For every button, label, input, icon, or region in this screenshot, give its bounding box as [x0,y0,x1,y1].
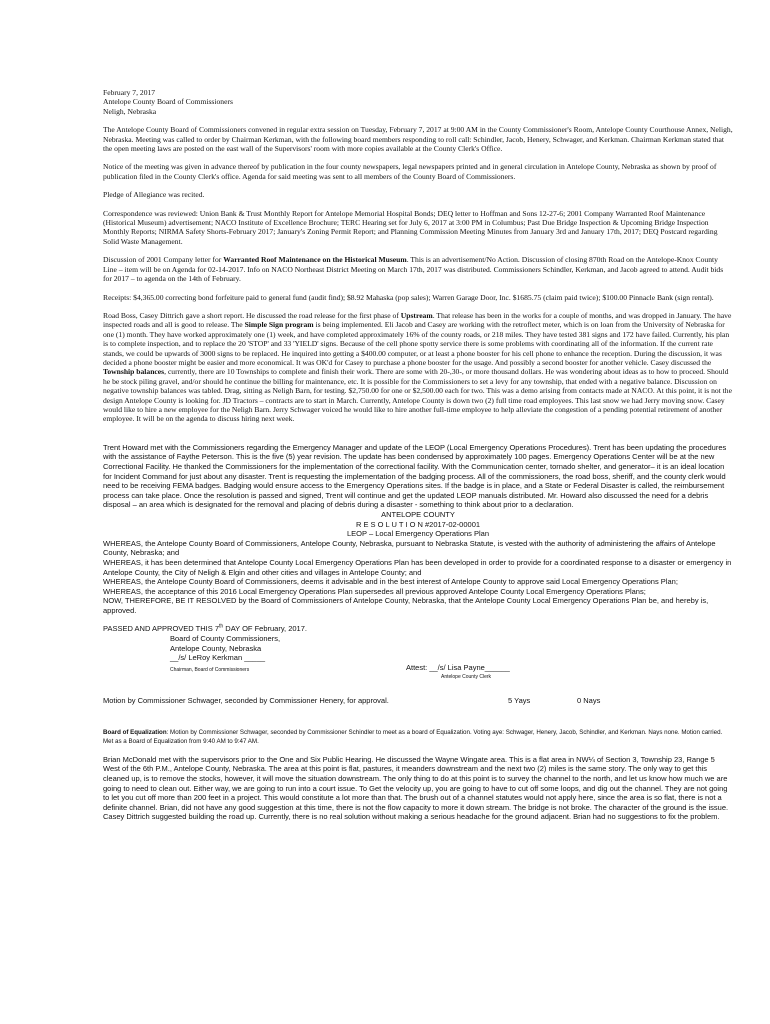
road-bold-upstream: Upstream [400,310,433,320]
brian-mcdonald-paragraph: Brian McDonald met with the supervisors prior to the One and Six Public Hearing. He discussed the Wayne Wingate area. This is a flat area in NW¼ of Section 3, Township 23, Range 5 West of the 6th P.M., Antelope County, Nebraska. The area at this point is flat, pastures, it meanders downstream and the next two (2) miles is the same story. The only way to get this cleaned up, is to remove the stocks, however, it will move the situation downstream. The only thing to do at this point is to survey the channel to the north, and let us know how much we are going to need to clean out. Either way, we are going to run into a court issue. To Get the velocity up, you are going to have to cut off some loops, and dig out the channel. They are not going to let you cut off more than 200 feet in a project. This would constitute a lot more than that. The brush out of a channel statutes would not apply here, since the area is so flat, there is not a definite channel. Brian, did not have any good suggestion at this time, there is not the flow capacity to more it down stream. The bridge is not broke. The character of the ground is the issue. Casey Dittrich suggested building the road up. Currently, there is no real solution without making a serious headache for the ground adjacent. Brian had no suggestions to fix the problem. [103,754,729,822]
attest-row [103,663,733,674]
board-name: Antelope County Board of Commissioners [103,97,233,107]
clerk-label-row [103,674,733,682]
boe-text: : Motion by Commissioner Schwager, seconded by Commissioner Schindler to meet as a board of Equalization. Voting aye: Schwager, Henery, Jacob, Schindler, and Kerkman. Nays none. Motion carried. Met as a Board of Equalization from 9:40 AM to 9:47 AM. [103,728,723,745]
attest-signature: Attest: __/s/ Lisa Payne______ [406,662,510,672]
notice-paragraph: Notice of the meeting was given in advance thereof by publication in the four county newspapers, legal newspapers printed and in general circulation in Antelope County, Nebraska as shown by proof of publication filed in the County Clerk's office. Agenda for said meeting was sent to all members of the County Board of Commissioners. [103,162,717,181]
resolution-subject: LEOP – Local Emergency Operations Plan [346,529,490,539]
correspondence-paragraph: Correspondence was reviewed: Union Bank & Trust Monthly Report for Antelope Memorial Hospital Bonds; DEQ letter to Hoffman and Sons 12-27-6; 2001 Company Warranted Roof Maintenance (Historical Museum) advertisement; NACO Institute of Excellence Brochure; TERC Hearing set for July 6, 2017 at 3:00 PM in Columbus; Past Due Bridge Inspection & Upcoming Bridge Inspection Monthly Reports; NIRMA Safety Shorts-February 2017; January's Zoning Permit Report; and Planning Commission Meeting Minutes from January 3rd and January 17th, 2017; DEQ Postcard regarding Solid Waste Management. [103,208,718,246]
passed-sup: th [219,623,224,630]
yays-count: 5 Yays [508,695,531,705]
intro-paragraph: The Antelope County Board of Commissioners convened in regular extra session on Tuesday, February 7, 2017 at 9:00 AM in the County Commissioner's Room, Antelope County Courthouse Annex, Neligh, Nebraska. Meeting was called to order by Chairman Kerkman, with the following board members responding to roll call: Schindler, Jacob, Henery, Schwager, and Kerkman. Chairman Kerkman stated that the open meeting laws are posted on the east wall of the Supervisors' room with more copies available at the County Clerk's Office. [103,125,733,154]
road-text-c: . That release has been in the works for a couple of months, and was dropped in January. The have inspected roads and all is good to release. The [103,310,732,330]
minutes-document [103,88,733,822]
resolution-county: ANTELOPE COUNTY [381,509,455,519]
whereas-4: WHEREAS, the acceptance of this 2016 Local Emergency Operations Plan supersedes all previous approved Antelope County Local Emergency Operations Plans; [103,586,646,596]
road-bold-simple-sign: Simple Sign program [244,320,314,330]
whereas-2: WHEREAS, it has been determined that Antelope County Local Emergency Operations Plan has been developed in order to provide for a coordinated response to a disaster or emergency in Antelope County, the City of Neligh & Elgin and other cities and villages in Antelope County; and [103,557,732,577]
pledge-paragraph: Pledge of Allegiance was recited. [103,190,205,200]
discussion-bold: Warranted Roof Maintenance on the Historical Museum [223,255,407,265]
motion-text: Motion by Commissioner Schwager, seconded by Commissioner Henery, for approval. [103,695,389,705]
passed-text-b: DAY OF February, 2017. [223,624,307,634]
document-header [103,88,733,116]
resolved-clause: NOW, THEREFORE, BE IT RESOLVED by the Board of Commissioners of Antelope County, Nebraska, that the Antelope County Local Emergency Operations Plan be, and hereby is, approved. [103,596,709,615]
road-text-e: , currently, there are 10 Townships to complete and finish their work. There are some with 20-,30-, or more thousand dollars. He was wondering about ideas as to how to proceed. Should he be stock piling gravel, and/or should he continue the billing for maintenance, etc. It is possible for the Commissioners to set a levy for any township, that ended with a negative balance. Discussion on negative township balances was tabled. Drag, sitting as Neligh Barn, for testing. $2,750.00 for one or $2,500.00 each for two. This was a demo arising from contacts made at NACO. At this point, it is not the design Antelope County is looking for. JD Tractors – contracts are to start in March. Currently, Antelope County is down two (2) full time road employees. This last snow we had Jerry moving snow. Casey would like to hire a new employee for the Neligh Barn. Jerry Schwager voiced he would like to hire another full-time employee to help alleviate the congestion of a pending potential retirement of another employee. It will be on the agenda to discuss hiring next week. [103,367,732,424]
discussion-text-b: . This is an advertisement/No Action. Discussion of closing 870th Road on the Antelope-Knox County Line – item will be on Agenda for 02-14-2017. Info on NACO Northeast District Meeting on March 17th, 2017 was distributed. Commissioners Schindler, Kerkman, and Jacob agreed to attend. Audit bids for 2017 – to agenda on the 14th of February. [103,255,724,284]
road-boss-paragraph [103,311,733,424]
resolution-number: R E S O L U T I O N #2017-02-00001 [355,519,481,529]
nays-count: 0 Nays [577,695,601,705]
board-of-equalization-paragraph [103,728,733,746]
discussion-paragraph [103,255,733,283]
signature-line-2: Antelope County, Nebraska [170,643,262,653]
road-bold-township: Township balances [103,367,165,377]
road-text-a: Road Boss, Casey Dittrich gave a short report. He discussed the road release for the first phase of [103,310,401,320]
chairman-signature: __/s/ LeRoy Kerkman _____ [170,653,266,663]
chairman-label: Chairman, Board of Commissioners [170,666,250,673]
boe-label: Board of Equalization [103,728,167,736]
passed-approved [103,624,733,634]
whereas-3: WHEREAS, the Antelope County Board of Commissioners, deems it advisable and in the best interest of Antelope County to approve said Local Emergency Operations Plan; [103,577,678,587]
road-text-d: is being implemented. Eli Jacob and Casey are working with the retroflect meter, which is on loan from the University of Nebraska for one (1) month. They have worked approximately one (1) week, and have completed approximately 16% of the county roads, or 218 miles. They have tested 381 signs and 172 have failed. Currently, his plan is to complete inspection, and to replace the 20 'STOP' and 33 'YIELD' signs. Because of the cell phone spotty service there is some problems with coordinating all of the information. If the current rate stands, we could be upwards of 3000 signs to be replaced. He inquired into getting a $400.00 computer, or at least a phone booster for his cell phone to enhance the reception. During the discussion, it was decided a phone booster might be easier and more economical. It was OK'd for Casey to purchase a phone booster for the usage. And possibly a second booster for another vehicle. Casey discussed the [103,320,730,367]
whereas-1: WHEREAS, the Antelope County Board of Commissioners, Antelope County, Nebraska, pursuant to Nebraska Statute, is vested with the authority of administering the affairs of Antelope County, Nebraska; and [103,538,716,558]
discussion-text-a: Discussion of 2001 Company letter for [103,255,224,265]
motion-row [103,696,733,707]
meeting-date: February 7, 2017 [103,88,156,97]
meeting-place: Neligh, Nebraska [103,106,157,116]
passed-text: PASSED AND APPROVED THIS 7 [103,624,220,634]
receipts-paragraph: Receipts: $4,365.00 correcting bond forfeiture paid to general fund (audit find); $8.92 Mahaska (pop sales); Warren Garage Door, Inc. $1685.75 (claim paid twice); $100.00 Pinnacle Bank (sign rental). [103,292,714,302]
signature-line-1: Board of County Commissioners, [170,634,281,644]
resolution [103,510,733,707]
emergency-manager-paragraph: Trent Howard met with the Commissioners regarding the Emergency Manager and update of the LEOP (Local Emergency Operations Procedures). Trent has been updating the procedures with the assistance of Faythe Peterson. This is the five (5) year revision. The update has been condensed by approximately 100 pages. Emergency Operations Center will be at the new Correctional Facility. He thanked the Commissioners for the implementation of the correctional facility. With the Communication center, tornado shelter, and generator– it is an ideal location for Incident Command for just about any disaster. Trent is requesting the implementation of the badging process. All of the commissioners, the road boss, sheriff, and the county clerk would need to be receiving FEMA badges. Badging would ensure access to the Emergency Operations sites. If the badge is in place, and a State or Federal Disaster is called, the reimbursement process can take place. Once the resolution is passed and signed, Trent will continue and get the updated LEOP manuals distributed. Mr. Howard also discussed the need for a debris disposal – an area which is designated for the removal and placing of debris during a disaster - something to think about prior to a declaration. [103,442,727,510]
clerk-label: Antelope County Clerk [441,673,492,680]
